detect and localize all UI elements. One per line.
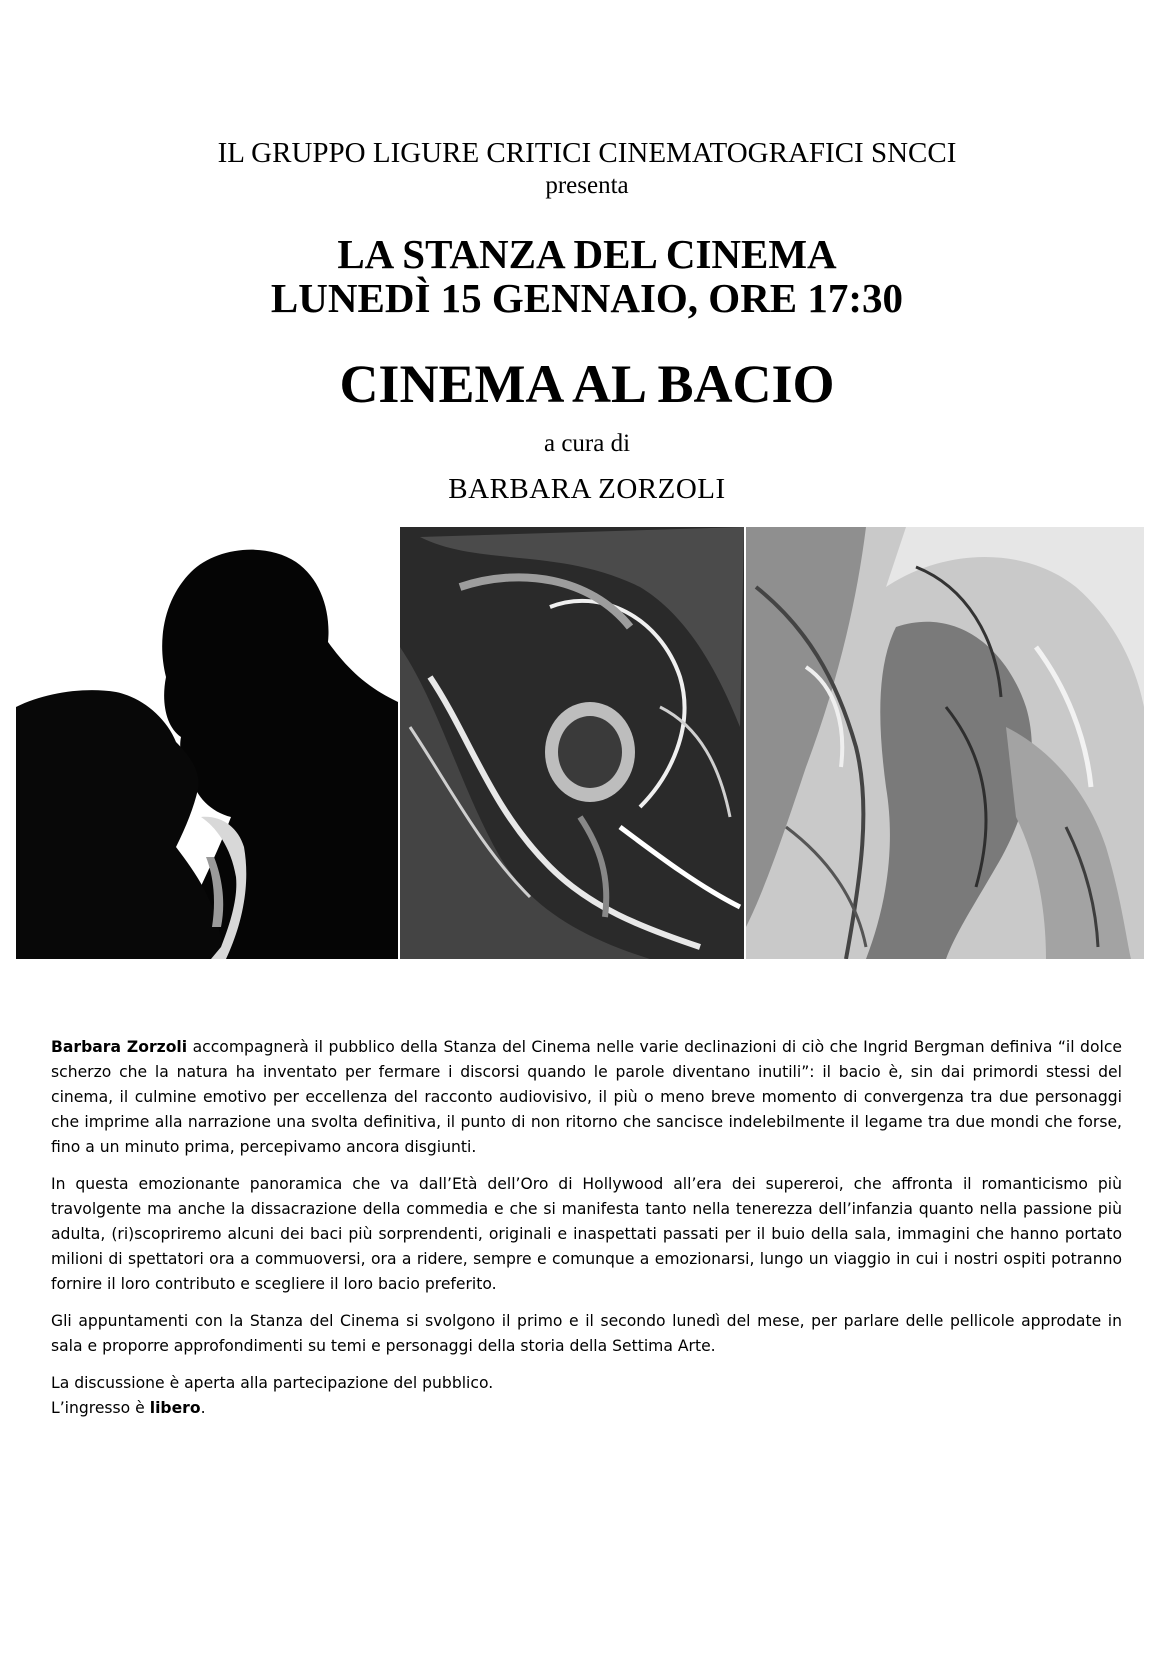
body-paragraph-1 xyxy=(51,1035,1122,1160)
curator-name: BARBARA ZORZOLI xyxy=(448,473,726,505)
body-text xyxy=(51,1035,1122,1433)
event-series-title: LA STANZA DEL CINEMA xyxy=(337,231,837,277)
curated-by-label: a cura di xyxy=(543,430,631,457)
entry-label: L’ingresso è xyxy=(51,1399,150,1417)
curator-name-bold: Barbara Zorzoli xyxy=(51,1038,188,1056)
kiss-sketch-image xyxy=(746,527,1144,959)
event-date-time: LUNEDÌ 15 GENNAIO, ORE 17:30 xyxy=(270,275,904,321)
body-paragraph-2: In questa emozionante panoramica che va dall’Età dell’Oro di Hollywood all’era dei supereroi, che affronta il romanticismo più travolgente ma anche la dissacrazione della commedia e che si manifesta tanto nella tenerezza dell’infanzia quanto nella passione più adulta, (ri)scopriremo alcuni dei baci più sorprendenti, originali e inaspettati passati per il buio della sala, immagini che hanno portato milioni di spettatori ora a commuoversi, ora a ridere, sempre e comunque a emozionarsi, lungo un viaggio in cui i nostri ospiti potranno fornire il loro contributo e scegliere il loro bacio preferito. xyxy=(51,1175,1122,1293)
presents-label: presenta xyxy=(545,172,629,199)
body-paragraph-4: La discussione è aperta alla partecipazione del pubblico. xyxy=(51,1374,494,1392)
paragraph-1-text: accompagnerà il pubblico della Stanza del Cinema nelle varie declinazioni di ciò che Ingrid Bergman definiva “il dolce scherzo che la natura ha inventato per fermare i discorsi quando le parole diventano inutili”: il bacio è, sin dai primordi stessi del cinema, il culmine emotivo per eccellenza del racconto audiovisivo, il più o meno breve momento di convergenza tra due personaggi che imprime alla narrazione una svolta definitiva, il punto di non ritorno che sancisce indelebilmente il legame tra due mondi che forse, fino a un minuto prima, percepivamo ancora disgiunti. xyxy=(51,1038,1122,1156)
kiss-abstract-image xyxy=(400,527,744,959)
body-paragraph-3: Gli appuntamenti con la Stanza del Cinema si svolgono il primo e il secondo lunedì del mese, per parlare delle pellicole approdate in sala e proporre approfondimenti su temi e personaggi della storia della Settima Arte. xyxy=(51,1312,1122,1355)
kiss-silhouette-image xyxy=(16,527,398,959)
body-paragraph-5 xyxy=(51,1396,1122,1421)
entry-period: . xyxy=(200,1399,206,1417)
entry-free-bold: libero xyxy=(149,1399,201,1417)
main-title: CINEMA AL BACIO xyxy=(339,354,835,414)
organization-name: IL GRUPPO LIGURE CRITICI CINEMATOGRAFICI SNCCI xyxy=(217,137,957,169)
